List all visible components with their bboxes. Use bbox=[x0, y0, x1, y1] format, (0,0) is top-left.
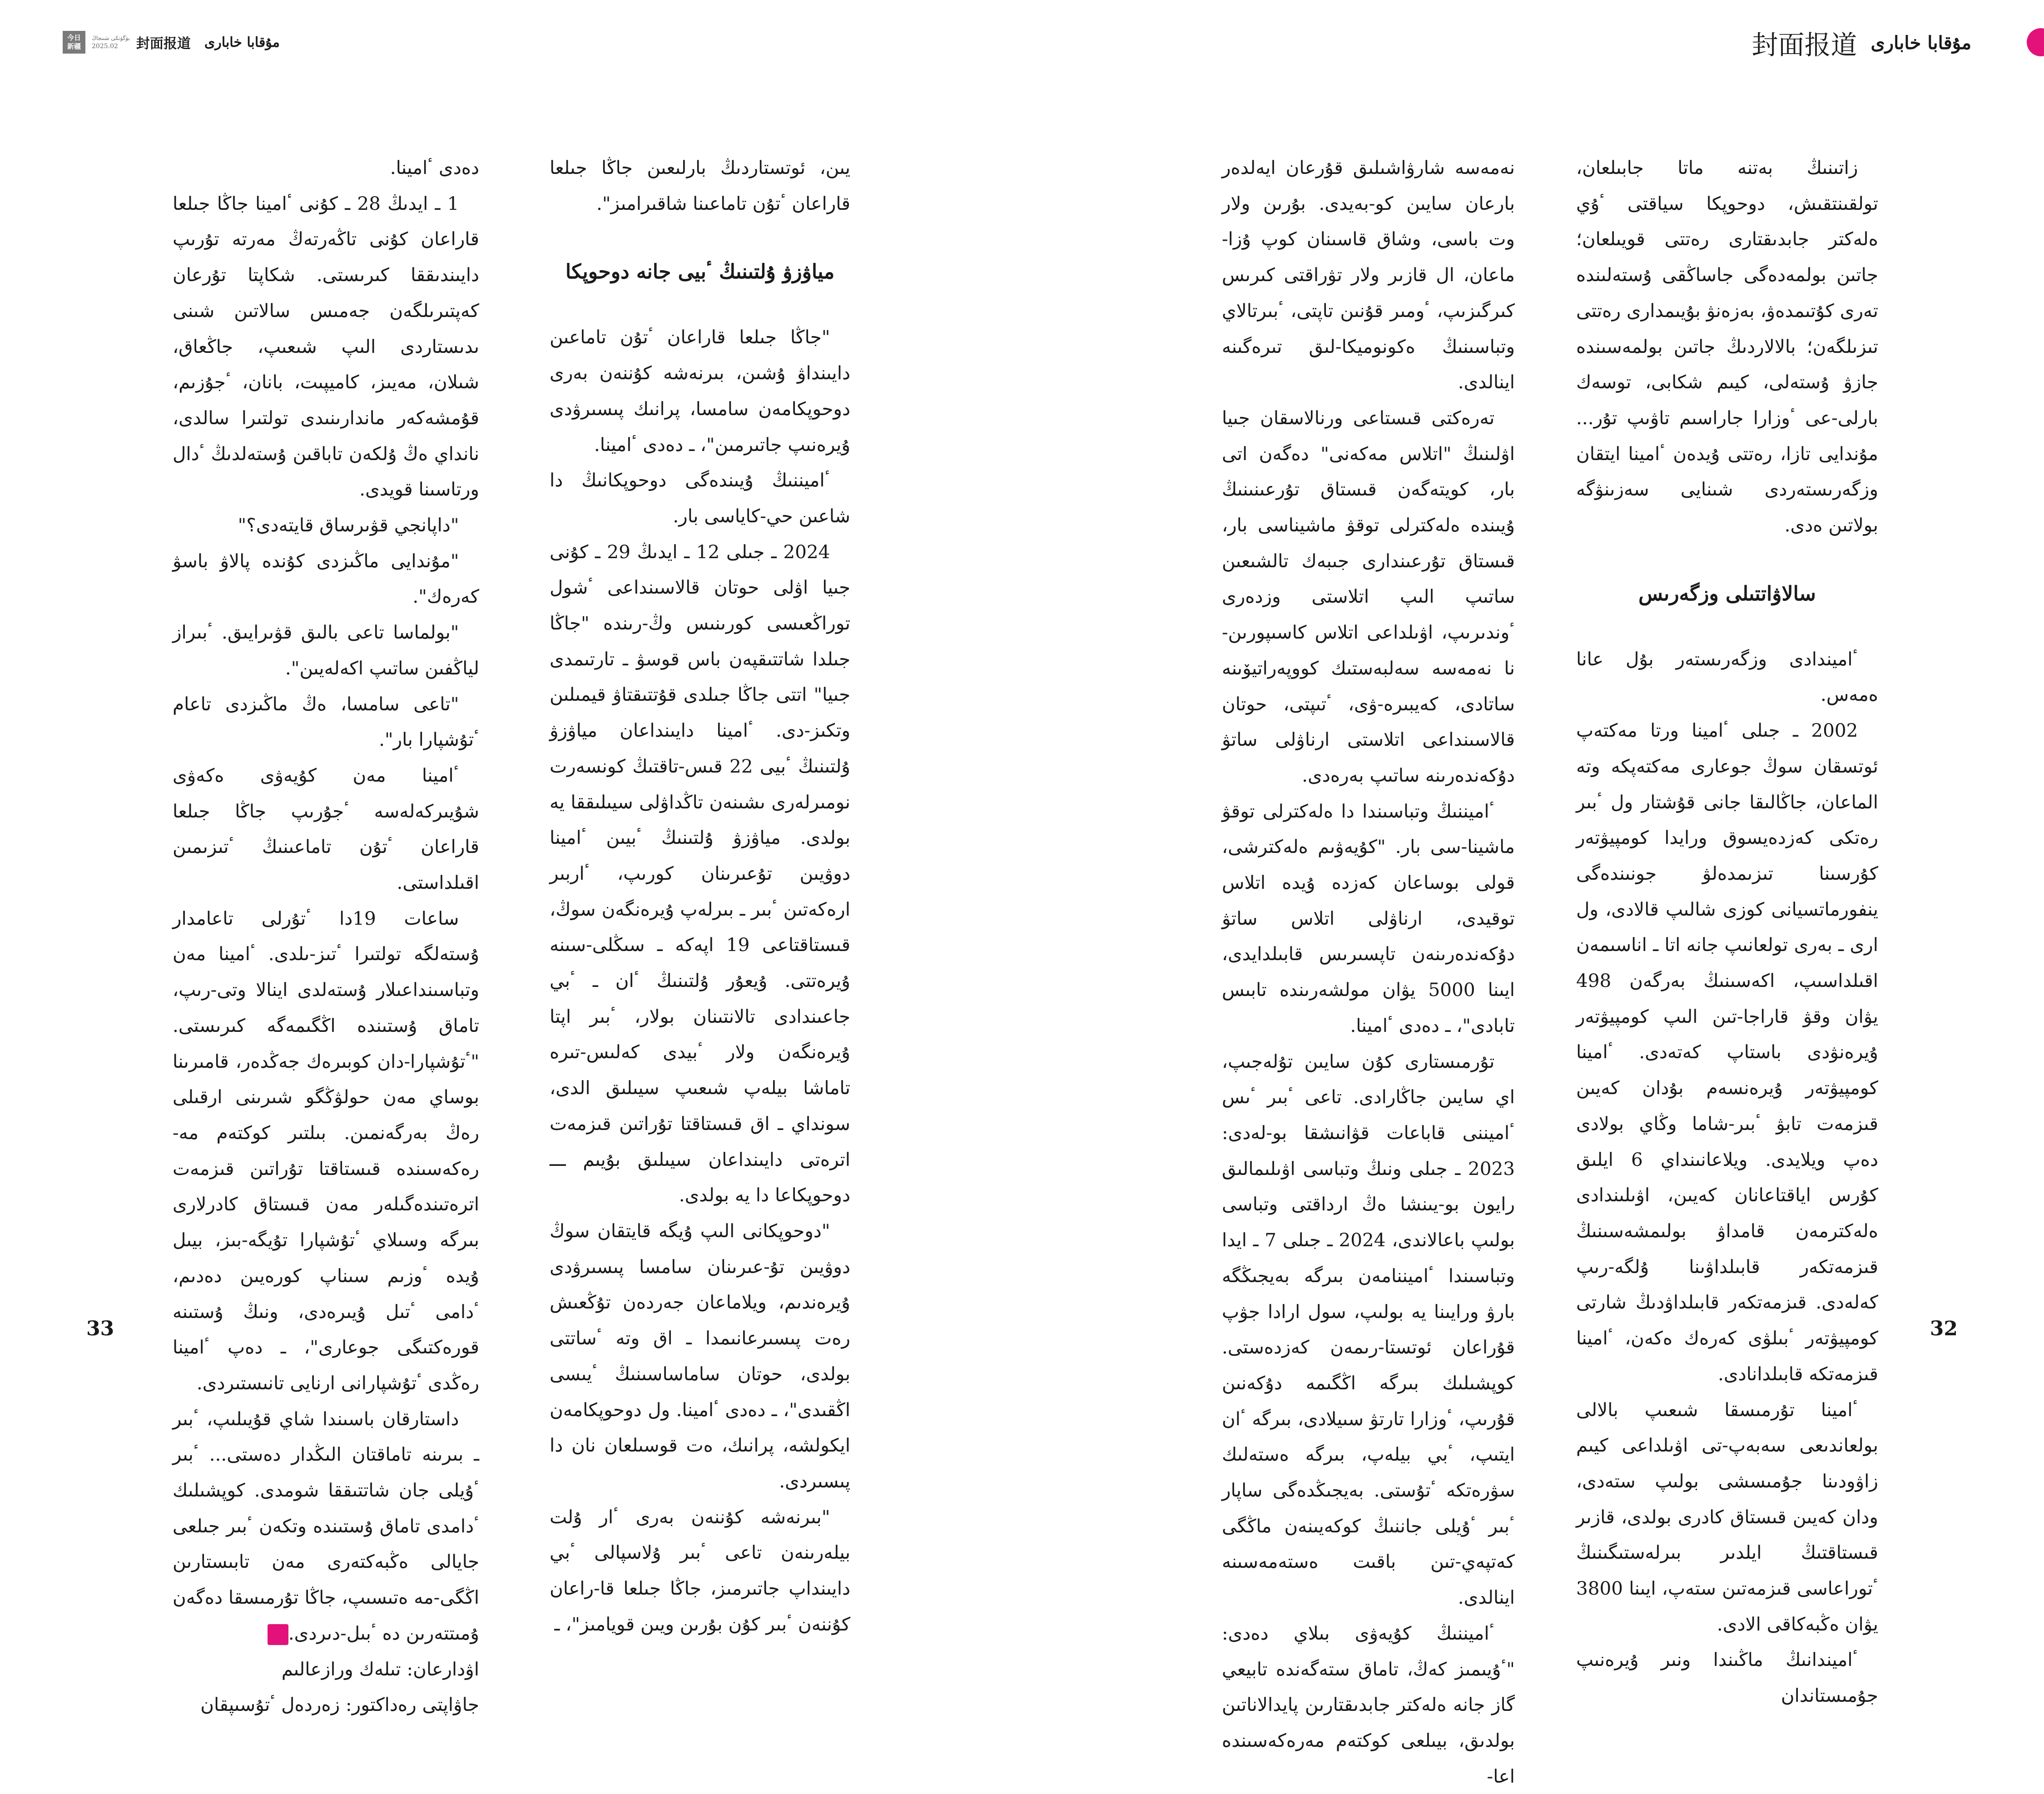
paragraph: "بولماسا تاعى بالىق قۋىرايىق. ٴبىراز لياڭفىن ساتىپ اكەلەيىن". bbox=[173, 621, 479, 679]
article-column-3 bbox=[550, 150, 850, 1642]
paragraph: "داپانجي قۋىرساق قايتەدى؟" bbox=[238, 514, 459, 536]
paragraph: دەدى ٴامينا. bbox=[390, 157, 479, 178]
paragraph: "بىرنەشە كۇننەن بەرى ٴار ۇلت بيلەرىنەن تاعى ٴبىر ۇلاسپالى ٴبي دايىنداپ جاتىرمىز، جاڭا جىلعا قا-راعان كۇننەن ٴبىر كۇن بۇرىن ويىن قويامىز"، ـ bbox=[550, 1506, 850, 1635]
paragraph: ٴاميننىڭ كۇيەۋى بىلاي دەدى: "ٴۇيىمىز كەڭ، تاماق ستەگەندە تابيعي گاز جانە ەلەكتر جابدىقتارىن پايدالاناتىن بولدىق، بيىلعى كوكتەم مەرەكەسىندە اعا- bbox=[1222, 1622, 1515, 1787]
magazine-logo bbox=[63, 31, 85, 54]
paragraph: ٴامينا تۇرمىسقا شىعىپ بالالى بولعاندىعى سەبەپ-تى اۋىلداعى كيىم زاۋودىنا جۇمىسشى بولىپ ستەدى، ودان كەيىن قىستاق كادرى بولدى، قازىر قىستاقتىڭ ايلدىر بىرلەستىگىنىڭ ٴتوراعاسى قىزمەتىن ستەپ، ايىنا 3800 يۋان ەڭبەكاقى الادى. bbox=[1576, 1398, 1878, 1635]
magazine-name-uyghur: بۈگۈنكى شىنجاڭ bbox=[92, 35, 130, 41]
paragraph: ساعات 19دا ٴتۇرلى تاعامدار ۇستەلگە تولتىرا ٴتىز-ىلدى. ٴامينا مەن وتباسىنداعىلار ۇستەلدى اينالا وتى-رىپ، تاماق ۇستىندە اڭگىمەگە كىرىستى. "ٴتۇشپارا-دان كوبىرەك جەڭدەر، قامىرىنا بوساي مەن حولۋڭگو شىرىنى ارقىلى رەڭ بەرگەنمىن. بىلتىر كوكتەم مە-رەكەسىندە قىستاقتا تۇراتىن قىزمەت اترەتىندەگىلەر مەن قىستاق كادرلارى بىرگە وسىلاي ٴتۇشپارا تۇيگە-بىز، بيىل ۇيدە ٴوزىم سىناپ كورەيىن دەدىم، ٴدامى ٴتىل ۇيىرەدى، ونىڭ ۇستىنە قورەكتىگى جوعارى"، ـ دەپ ٴامينا رەڭدى ٴتۇشپارانى ارنايى تانىستىردى. bbox=[173, 907, 479, 1394]
page-number-left: 33 bbox=[86, 1317, 114, 1340]
translator-credit: اۋدارعان: تىلەك ورازعالىم bbox=[281, 1658, 479, 1680]
paragraph-final bbox=[173, 1401, 479, 1651]
pink-section-tab bbox=[2027, 28, 2044, 56]
paragraph: "دوحوپكانى الىپ ۇيگە قايتقان سوڭ دوۋيىن تۇ-عىرىنان سامسا پىسىرۋدى ۇيرەندىم، ويلاماعان جەردەن تۇڭعىش رەت پىسىرعانىمدا ـ اق وتە ٴساتتى بولدى، حوتان ساماساسىنىڭ ٴيىسى اڭقىدى"، ـ دەدى ٴامينا. ول دوحوپكامەن ايكولشە، پرانىك، ەت قوسىلعان نان دا پىسىردى. bbox=[550, 1219, 850, 1492]
subheading: سالاۋاتتىلى وزگەرىس bbox=[1638, 582, 1816, 605]
paragraph-text: داستارقان باسىندا شاي قۇيىلىپ، ٴبىر ـ بىرىنە تاماقتان الىڭدار دەستى... ٴبىر ٴۇيلى جان شاتتىققا شومدى. كوپشىلىك ٴدامدى تاماق ۇستىندە وتكەن ٴبىر جىلعى جايالى ەڭبەكتەرى مەن تابىستارىن اڭگى-مە ەتىسىپ، جاڭا تۇرمىسقا دەگەن ۇمىتتەرىن دە ٴبىل-دىردى. bbox=[173, 1407, 479, 1644]
paragraph: 2002 ـ جىلى ٴامينا ورتا مەكتەپ ئوتسقان سوڭ جوعارى مەكتەپكە وتە الماعان، جاڭالىقا جانى قۇشتار ول ٴبىر رەتكى كەزدەيسوق ورايدا كومپيۋتەر كۇرسىنا تىزىمدەلۋ جونىندەگى ينفورماتسيانى كوزى شالىپ قالادى، ول ارى ـ بەرى تولعانىپ جانە اتا ـ اناسىمەن اقىلداسىپ، اكەسىنىڭ بەرگەن 498 يۋان وقۋ قاراجا-تىن الىپ كومپيۋتەر ۇيرەنۋدى باستاپ كەتەدى. ٴامينا كومپيۋتەر ۇيرەنسەم بۇدان كەيىن قىزمەت تابۋ ٴبىر-شاما وڭاي بولادى دەپ ويلايدى. ويلاعانىنداي 6 ايلىق كۇرس اياقتاعانان كەيىن، اۋىلىندادى ەلەكترمەن قامداۋ بولىمشەسىنىڭ قىزمەتكەر قابىلداۋىنا ۇلگە-رىپ كەلەدى. قىزمەتكەر قابىلداۋدىڭ شارتى كومپيۋتەر ٴبىلۋى كەرەك ەكەن، ٴامينا قىزمەتكە قابىلدانادى. bbox=[1576, 719, 1878, 1385]
section-title-chinese: 封面报道 bbox=[1751, 30, 1857, 60]
page-left bbox=[0, 0, 1022, 1716]
issue-date: 2025.02 bbox=[92, 43, 118, 50]
paragraph: ٴامينا مەن كۇيەۋى ەكەۋى شۇيىركەلەسە ٴجۇرىپ جاڭا جىلعا قاراعان ٴتۇن تاماعىنىڭ ٴتىزىمىن اقىلداستى. bbox=[173, 764, 479, 894]
subheading: مياۋزۋ ۇلتىنىڭ ٴبيى جانە دوحوپكا bbox=[565, 260, 835, 284]
paragraph: ٴاميندادى وزگەرىستەر بۇل عانا ەمەس. bbox=[1576, 648, 1878, 706]
header-issue-info bbox=[92, 34, 130, 50]
logo-text-line2: 新疆 bbox=[67, 42, 81, 50]
paragraph: ٴاميننىڭ وتباسىندا دا ەلەكترلى توقۋ ماشينا-سى بار. "كۇيەۋىم ەلەكترشى، قولى بوساعان كەزدە ۇيدە اتلاس توقيدى، ارناۋلى اتلاس ساتۋ دۇكەندەرىنەن تاپسىرىس قابىلدايدى، ايىنا 5000 يۋان مولشەرىندە تابىس تابادى"، ـ دەدى ٴامينا. bbox=[1222, 800, 1515, 1036]
paragraph: تۇرمىستارى كۇن سايىن تۇلەجىپ، اي سايىن جاڭارادى. تاعى ٴبىر ٴىس ٴاميننى قاباعات قۋانىشقا بو-لەدى: 2023 ـ جىلى ونىڭ وتباسى اۋىلىمالىق رايون بو-يىنشا ەڭ ارداقتى وتباسى بولىپ باعالاندى، 2024 ـ جىلى 7 ـ ايدا وتباسىندا ٴاميننامەن بىرگە بەيجىڭگە بارۋ ورايىنا يە بولىپ، سول ارادا جۋپ قۇراعان ئوتستا-رىمەن كەزدەستى. كوپشىلىك بىرگە اڭگىمە دۇكەنىن قۇرىپ، ٴوزارا تارتۋ سىيلادى، بىرگە ٴان ايتىپ، ٴبي بيلەپ، بىرگە ەستەلىك سۋرەتكە ٴتۇستى. بەيجىڭدەگى ساپار ٴبىر ٴۇيلى جاننىڭ كوكەيىنەن ماڭگى كەتپەي-تىن باقىت ەستەمەسىنە اينالدى. bbox=[1222, 1050, 1515, 1609]
article-column-2 bbox=[1222, 150, 1515, 1794]
section-title-uyghur: مۇقابا خابارى bbox=[1870, 32, 1971, 54]
running-header-left bbox=[63, 31, 280, 54]
paragraph: 1 ـ ايدىڭ 28 ـ كۇنى ٴامينا جاڭا جىلعا قاراعان كۇنى تاڭەرتەڭ مەرتە تۇرىپ دايىندىققا كىرىستى. شكاپتا تۇرعان كەپتىرىلگەن جەمىس سالاتىن شىنى ىدىستاردى الىپ شىعىپ، جاڭعاق، شىلان، مەيىز، كاميپىت، بانان، ٴجۇزىم، قۇمشەكەر ماندارىنىدى تولتىرا سالدى، نانداي ەڭ ۇلكەن تاباقىن ۇستەلدىڭ ٴدال ورتاسىنا قويدى. bbox=[173, 192, 479, 501]
section-title-chinese: 封面报道 bbox=[136, 36, 191, 52]
page-number-right: 32 bbox=[1930, 1317, 1958, 1340]
paragraph: 2024 ـ جىلى 12 ـ ايدىڭ 29 ـ كۇنى جىيا اۋلى حوتان قالاسىنداعى ٴشول توراڭعىسى كورىنىس وڭ-رىندە "جاڭا جىلدا شاتتىقپەن باس قوسۋ ـ تارتىمدى جىيا" اتتى جاڭا جىلدى قۇتتىقتاۋ قيمىلىن وتكىز-دى. ٴامينا دايىنداعان مياۋزۋ ۇلتىنىڭ ٴبيى 22 قىس-تاقتىڭ كونسەرت نومىرلەرى ىشىنەن تاڭداۋلى سيىلىققا يە بولدى. مياۋزۋ ۇلتىنىڭ ٴبيىن ٴامينا دوۋيىن تۇعىرىنان كورىپ، ٴاربىر ارەكەتىن ٴبىر ـ بىرلەپ ۇيرەنگەن سوڭ، قىستاقتاعى 19 اپەكە ـ سىڭلى-سىنە ۇيرەتتى. ۇيعۇر ۇلتىنىڭ ٴان ـ ٴبي جاعىندادى تالانتىنان بولار، ٴبىر اپتا ۇيرەنگەن ولار ٴبيدى كەلىس-تىرە تاماشا بيلەپ شىعىپ سيىلىق الدى، سونداي ـ اق قىستاقتا تۇراتىن قىزمەت اترەتى دايىنداعان سيىلىق بۇيىم ـــ دوحوپكاعا دا يە بولدى. bbox=[550, 540, 850, 1206]
page-right bbox=[1022, 0, 2044, 1787]
section-title-uyghur: مۇقابا خابارى bbox=[204, 34, 280, 50]
paragraph: تەرەكتى قىستاعى ورنالاسقان جىيا اۋلىنىڭ "اتلاس مەكەنى" دەگەن اتى بار، كويتەگەن قىستاق تۇرعىنىنىڭ ۇيىندە ەلەكترلى توقۋ ماشيناسى بار، قىستاق تۇرعىندارى جىبەك تالشىعىن ساتىپ الىپ اتلاستى وزدەرى ٴوندىرىپ، اۋىلداعى اتلاس كاسىپورىن-نا نەمەسە سەلبەستىك كووپەراتيۆىنە ساتادى، كەيبىرە-ۋى، ٴتىپتى، حوتان قالاسىنداعى اتلاستى ارناۋلى ساتۋ دۇكەندەرىنە ساتىپ بەرەدى. bbox=[1222, 406, 1515, 786]
paragraph: "جاڭا جىلعا قاراعان ٴتۇن تاماعىن دايىنداۋ ۇشىن، بىرنەشە كۇننەن بەرى دوحوپكامەن سامسا، پرانىك پىسىرۋدى ۇيرەنىپ جاتىرمىن"، ـ دەدى ٴامينا. bbox=[550, 326, 850, 456]
editor-credit: جاۋاپتى رەداكتور: زەردەل ٴتۇسىپقان bbox=[200, 1694, 479, 1716]
paragraph: "تاعى سامسا، ەڭ ماڭىزدى تاعام ٴتۇشپارا بار". bbox=[173, 693, 479, 751]
paragraph: ٴاميندانىڭ ماڭىندا ونىر ۇيرەنىپ جۇمىستاندان bbox=[1576, 1649, 1878, 1707]
paragraph: نەمەسە شارۋاشىلىق قۇرعان ايەلدەر بارعان سايىن كو-بەيدى. بۇرىن ولار وت باسى، وشاق قاسىنان كوپ ۇزا-ماعان، ال قازىر ولار تۋراقتى كىرىس كىرگىزىپ، ٴومىر قۇنىن تاپتى، ٴبىرتالاي وتباسىنىڭ ەكونوميكا-لىق تىرەگىنە اينالدى. bbox=[1222, 157, 1515, 393]
running-header-right bbox=[1751, 24, 1971, 62]
article-column-4 bbox=[173, 150, 479, 1723]
logo-text-line1: 今日 bbox=[67, 34, 81, 42]
paragraph: يىن، ئوتستاردىڭ بارلىعىن جاڭا جىلعا قاراعان ٴتۇن تاماعىنا شاقىرامىز". bbox=[550, 157, 850, 214]
paragraph: "مۇندايى ماڭىزدى كۇندە پالاۋ باسۋ كەرەك". bbox=[173, 550, 479, 608]
article-end-mark: J bbox=[268, 1624, 288, 1645]
article-column-1 bbox=[1576, 150, 1878, 1714]
paragraph: زاتىنىڭ بەتنە ماتا جابىلعان، تولقىنتقىش، دوحوپكا سياقتى ٴۇي ەلەكتر جابدىقتارى رەتتى قويىلعان؛ جاتىن بولمەدەگى جاساڭقى ۇستەلىندە تەرى كۇتىمدەۋ، بەزەنۋ بۇيىمدارى رەتتى تىزىلگەن؛ بالالاردىڭ جاتىن بولمەسىندە جازۋ ۇستەلى، كيىم شكابى، توسەك بارلى-عى ٴوزارا جاراسىم تاۋىپ تۇر... مۇندايى تازا، رەتتى ۇيدەن ٴامينا ايتقان وزگەرىستەردى شىنايى سەزىنۋگە بولاتىن ەدى. bbox=[1576, 157, 1878, 536]
paragraph: ٴاميننىڭ ۇيىندەگى دوحوپكانىڭ دا شاعىن حي-كاياسى بار. bbox=[550, 469, 850, 527]
